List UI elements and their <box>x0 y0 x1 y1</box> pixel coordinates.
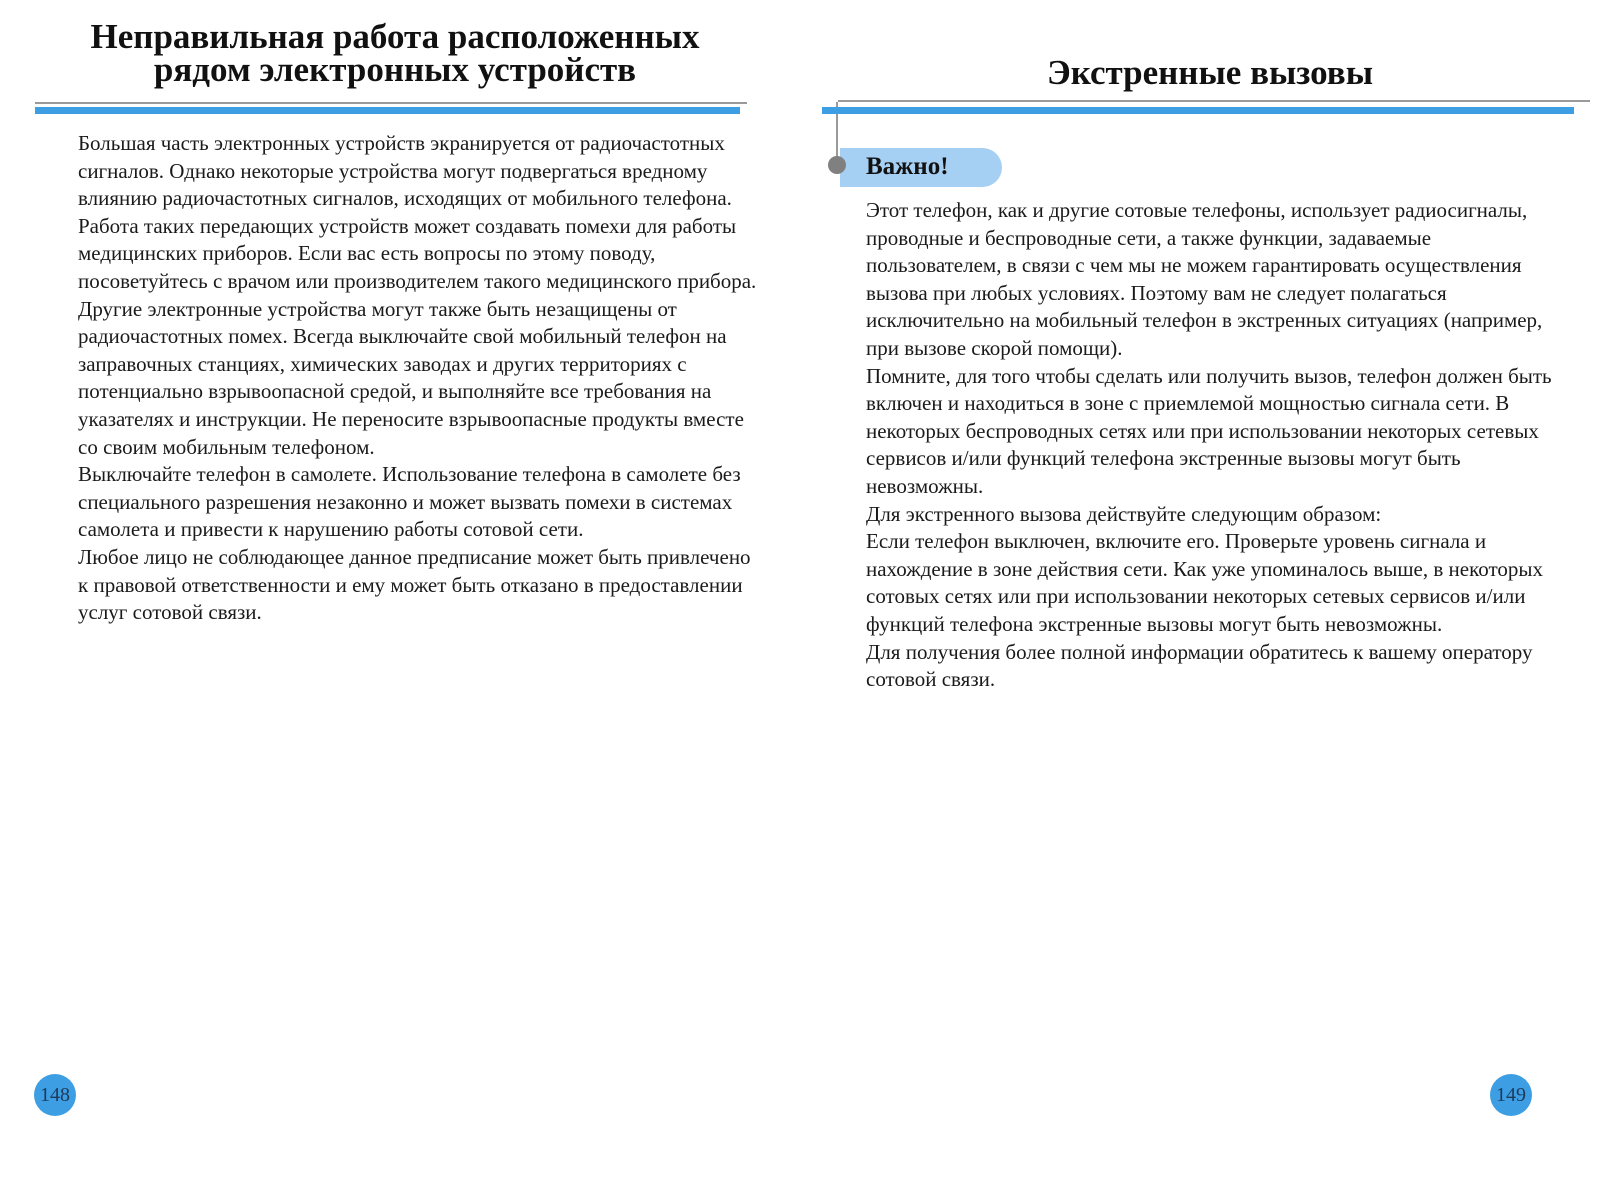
left-page-body <box>78 130 758 627</box>
right-title-thin-rule <box>838 100 1590 102</box>
left-page-title <box>45 17 745 89</box>
bullet-dot-icon <box>828 156 846 174</box>
left-paragraph-2: Работа таких передающих устройств может создавать помехи для работы медицинских приборов. Если вас есть вопросы по этому поводу, посоветуйтесь с врачом или производителем такого медицинского прибора. <box>78 213 757 293</box>
right-paragraph-2: Помните, для того чтобы сделать или получить вызов, телефон должен быть включен и находиться в зоне с приемлемой мощностью сигнала сети. В некоторых беспроводных сетях или при использовании некоторых сетевых сервисов и/или функций телефона экстренные вызовы могут быть невозможны. <box>866 363 1552 498</box>
important-label: Важно! <box>866 153 949 180</box>
right-paragraph-1: Этот телефон, как и другие сотовые телефоны, использует радиосигналы, проводные и беспроводные сети, а также функции, задаваемые пользователем, в связи с чем мы не можем гарантировать осуществления вызова при любых условиях. Поэтому вам не следует полагаться исключительно на мобильный телефон в экстренных ситуациях (например, при вызове скорой помощи). <box>866 198 1543 360</box>
right-paragraph-5: Для получения более полной информации обратитесь к вашему оператору сотовой связи. <box>866 639 1533 692</box>
page-number-right: 149 <box>1490 1074 1532 1116</box>
left-title-thin-rule <box>35 102 747 104</box>
right-paragraph-4: Если телефон выключен, включите его. Проверьте уровень сигнала и нахождение в зоне действия сети. Как уже упоминалось выше, в некоторых сотовых сетях или при использовании некоторых сетевых сервисов и/или функций телефона экстренные вызовы могут быть невозможны. <box>866 529 1543 636</box>
page-number-left: 148 <box>34 1074 76 1116</box>
right-title-blue-rule <box>822 107 1574 114</box>
right-page-title: Экстренные вызовы <box>1046 53 1374 92</box>
left-title-line-2: рядом электронных устройств <box>153 50 637 89</box>
left-paragraph-1: Большая часть электронных устройств экранируется от радиочастотных сигналов. Однако некоторые устройства могут подвергаться вредному влиянию радиочастотных сигналов, исходящих от мобильного телефона. <box>78 131 732 211</box>
left-title-blue-rule <box>35 107 740 114</box>
left-paragraph-3: Другие электронные устройства могут также быть незащищены от радиочастотных помех. Всегда выключайте свой мобильный телефон на заправочных станциях, химических заводах и других территориях с потенциально взрывоопасной средой, и выполняйте все требования на указателях и инструкции. Не переносите взрывоопасные продукты вместе со своим мобильным телефоном. <box>78 296 744 459</box>
left-paragraph-4: Выключайте телефон в самолете. Использование телефона в самолете без специального разрешения незаконно и может вызвать помехи в системах самолета и привести к нарушению работы сотовой сети. <box>78 462 741 542</box>
left-title-line-1: Неправильная работа расположенных <box>90 17 700 56</box>
left-paragraph-5: Любое лицо не соблюдающее данное предписание может быть привлечено к правовой ответственности и ему может быть отказано в предоставлении услуг сотовой связи. <box>78 544 751 625</box>
right-page <box>800 0 1601 1200</box>
left-page <box>0 0 790 1200</box>
right-paragraph-3: Для экстренного вызова действуйте следующим образом: <box>866 501 1382 526</box>
right-page-body <box>866 197 1566 694</box>
